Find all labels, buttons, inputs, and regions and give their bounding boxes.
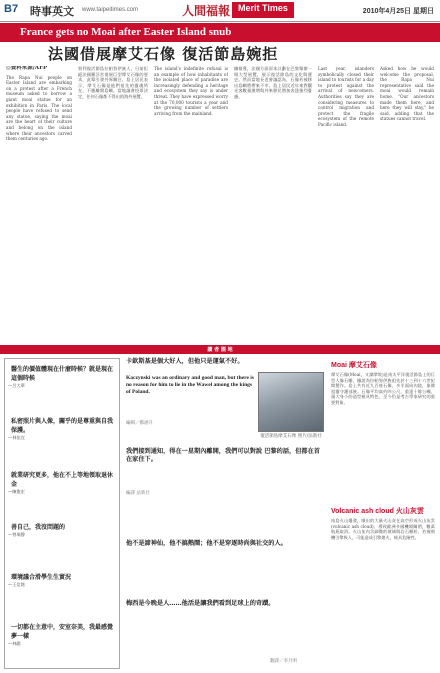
letter-title: 一切都在主意中，安室奈美，我最感覺夢一樣 (11, 624, 114, 640)
mid-headline-4: 梅西是今晚是人……他活是讓我們看到足球上的奇蹟。 (126, 600, 275, 607)
masthead (0, 0, 440, 22)
reader-letters-column (4, 358, 120, 669)
section-title: 時事英文 (30, 5, 74, 18)
letter-author: —林韻 (8, 641, 21, 646)
letter-4 (8, 521, 116, 562)
volcanic-box-body: 冰島火山爆發，噴出的大量火山灰在高空形成火山灰雲(volcanic ash cloud)，導致歐洲多國機場關閉，數萬航班取消。火山灰內含細微的玻璃與岩石顆粒，若被飛機引擎吸入，可能造成引擎熄火，極具危險性。 (331, 518, 435, 540)
letter-title: 善自己，我沒問題的 (11, 524, 66, 531)
feature-column-4 (234, 66, 312, 338)
letter-5 (8, 571, 116, 612)
feature-headline-cn: 法國借展摩艾石像 復活節島婉拒 (48, 45, 279, 63)
site-url[interactable]: www.taipeitimes.com (82, 7, 139, 13)
feature-column-5 (318, 66, 374, 338)
feature-column-3 (154, 66, 228, 338)
mid-headline-2: 我們接到通知，得在一星期內離開，我們可以對說 巴黎的話，但都在首在家住下。 (126, 448, 320, 463)
mid-headline-1-en: Kaczynski was an ordinary and good man, but there is no reason for him to lie in the Wawel among the kings of Poland. (126, 375, 254, 395)
volcanic-box-title: Volcanic ash cloud 火山灰雲 (331, 508, 424, 515)
letter-author: —王信銘 (8, 582, 25, 587)
letter-title: 環境議合滑學生生實況 (11, 574, 72, 581)
letter-author: —陳俊宏 (8, 489, 25, 494)
mid-headline-1: 卡欽斯基是個大好人，但他只是運氣不好。 (126, 358, 244, 365)
letter-6 (8, 621, 116, 671)
brand-logo-cn: 人間福報 (182, 4, 231, 18)
letter-1 (8, 363, 116, 413)
feature-column-1 (6, 66, 72, 338)
mid-byline-2: 編譯 法新社 (126, 491, 150, 496)
letter-2 (8, 415, 116, 465)
feature-column-2 (78, 66, 148, 338)
feature-text-1: The Rapa Nui people on Easter Island are embarking on a protest after a French museum asked to borrow a giant moai statue for an exhibition in Paris. The local people have refused to send any statue, saying the moai are the heart of their culture and belong on the island where their ancestors carved them centuries ago. (6, 74, 72, 142)
feature-text-6: Asked how he would welcome the proposal, the Rapa Nui representative said the moai would remain home. "Our ancestors made them here, and here they will stay," he said, adding that the statues cannot travel. (380, 66, 434, 122)
photo-caption: 復活節島摩艾石像 照片/法新社 (260, 434, 322, 439)
issue-date: 2010年4月25日 星期日 (362, 8, 434, 15)
letter-author: —林佳宜 (8, 435, 25, 440)
mid-headline-3: 他不是諦神仙，他不搞熱鬧；他不是穿逐時尚與社交的人。 (126, 540, 287, 547)
letter-author: —曾瑞聲 (8, 532, 25, 537)
feature-text-3: The island's indefinite refusal is an example of how inhabitants of the isolated place of paradise are increasingly defending a heritage and ecosystem they say is under threat. They have expressed worry at the 70,000 tourists a year and the growing number of settlers arriving from the mainland. (154, 66, 228, 116)
feature-text-5: Last year, islanders symbolically closed their island to tourists for a day to protest against the arrival of newcomers. Authorities say they are considering measures to control migration and protect the fragile ecosystem of the remote Pacific island. (318, 66, 374, 127)
letter-3 (8, 469, 116, 519)
page-number: B7 (4, 3, 19, 15)
news-photo (258, 372, 324, 432)
mid-byline-3: 翻譯／李月明 (270, 659, 297, 664)
mid-byline-1: 編輯／鄭涵升 (126, 421, 153, 426)
moai-box-body: 摩艾石像(Moai，又譯摩埃)是南太平洋復活節島上的巨型人像石雕，據說為拉帕努伊族祖先於十三到十六世紀間製作。島上共有近九百座石像，多半面向內陸，象徵祖靈守護部族。石像平均高約四公尺，重達十餘公噸，頭大身小的造型極具特色，至今仍是考古學家研究的重要對象。 (331, 372, 435, 405)
feature-text-2: 智利復活節島拉帕努伊族人，日前拒絕法國羅浮宮借展巨型摩艾石像的要求，此舉引發外界關注。島上居民表示，摩艾石像是他們祖先的靈魂所在，不應離開島嶼。當地議會投票決定，任何石像都不得出借海外展覽。 (78, 66, 148, 99)
section-band: 讀 者 園 地 (0, 345, 440, 354)
feature-text-4: 據報導，法國方面原本計劃在巴黎舉辦一場大型展覽，展示復活節島的文化與歷史。然而當地長老會議認為，石像若被移出島嶼將帶來不幸。島上居民近年來對觀光客數量激增與外來移民增加表達強烈憂慮。 (234, 66, 312, 99)
letter-title: 私密照片與人像，關乎的是尊重與自我保護。 (11, 418, 114, 434)
feature-column-6 (380, 66, 434, 338)
feature-headline-en: France gets no Moai after Easter Island snub (0, 23, 440, 42)
brand-logo-en: Merit Times (232, 2, 294, 18)
letter-title: 就業研究更多，他在不上等地領取退休金 (11, 472, 114, 488)
feature-byline: ◎資料來源/AFP (6, 66, 48, 71)
moai-box-title: Moai 摩艾石像 (331, 362, 377, 369)
letter-title: 醫生的價值體現在什麼時候？就是現在這個時候 (11, 366, 114, 382)
letter-author: —呂大華 (8, 383, 25, 388)
